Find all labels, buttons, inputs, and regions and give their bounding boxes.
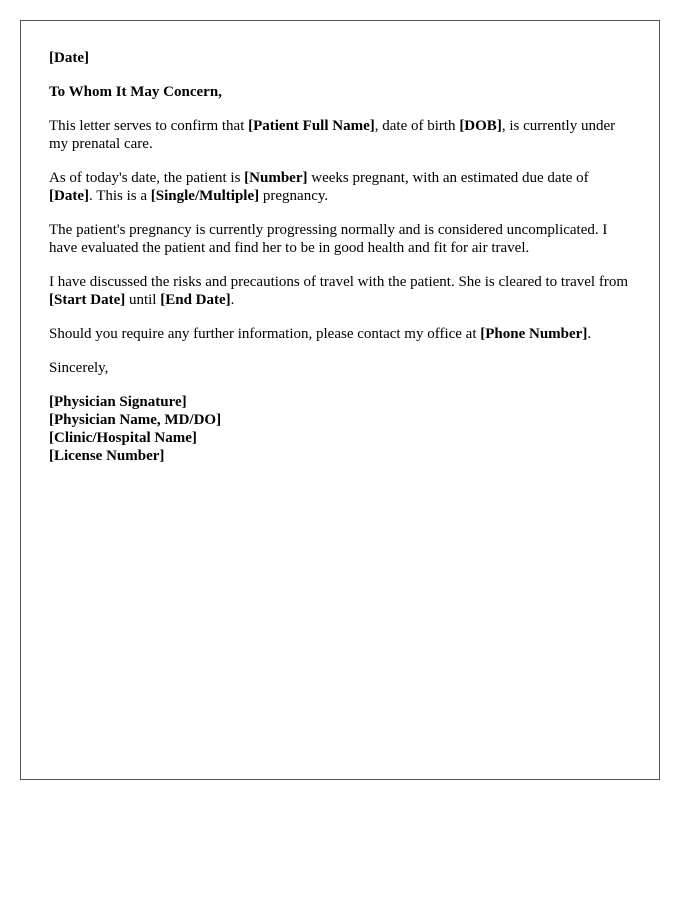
text-segment: Should you require any further information, please contact my office at — [49, 326, 481, 342]
paragraph-travel-clearance — [49, 273, 631, 309]
letter-date: [Date] — [49, 50, 89, 66]
signature-block — [49, 393, 631, 465]
closing: Sincerely, — [49, 360, 109, 376]
physician-name-placeholder: [Physician Name, MD/DO] — [49, 412, 222, 428]
text-segment: . This is a — [88, 188, 151, 204]
text-segment: I have discussed the risks and precautions of travel with the patient. She is cleared to travel from — [49, 274, 628, 290]
clinic-name-placeholder: [Clinic/Hospital Name] — [49, 430, 197, 446]
physician-signature-placeholder: [Physician Signature] — [49, 394, 187, 410]
paragraph-contact — [49, 325, 631, 343]
paragraph-health-evaluation: The patient's pregnancy is currently progressing normally and is considered uncomplicated. I have evaluated the patient and find her to be in good health and fit for air travel. — [49, 222, 608, 256]
letter-document — [20, 20, 660, 780]
license-number-placeholder: [License Number] — [49, 448, 165, 464]
text-segment: weeks pregnant, with an estimated due date of — [307, 170, 589, 186]
text-segment: . — [230, 292, 235, 308]
text-segment: , date of birth — [374, 118, 460, 134]
weeks-placeholder: [Number] — [244, 170, 308, 186]
text-segment: As of today's date, the patient is — [49, 170, 245, 186]
end-date-placeholder: [End Date] — [160, 292, 231, 308]
pregnancy-type-placeholder: [Single/Multiple] — [150, 188, 260, 204]
text-segment: . — [587, 326, 592, 342]
phone-placeholder: [Phone Number] — [480, 326, 588, 342]
dob-placeholder: [DOB] — [459, 118, 502, 134]
due-date-placeholder: [Date] — [49, 188, 89, 204]
text-segment: until — [125, 292, 161, 308]
paragraph-pregnancy-status — [49, 169, 631, 205]
text-segment: , is currently under my prenatal care. — [49, 118, 616, 152]
text-segment: This letter serves to confirm that — [49, 118, 249, 134]
text-segment: pregnancy. — [259, 188, 329, 204]
start-date-placeholder: [Start Date] — [49, 292, 126, 308]
paragraph-confirmation — [49, 117, 631, 153]
patient-name-placeholder: [Patient Full Name] — [248, 118, 375, 134]
salutation: To Whom It May Concern, — [49, 84, 222, 100]
